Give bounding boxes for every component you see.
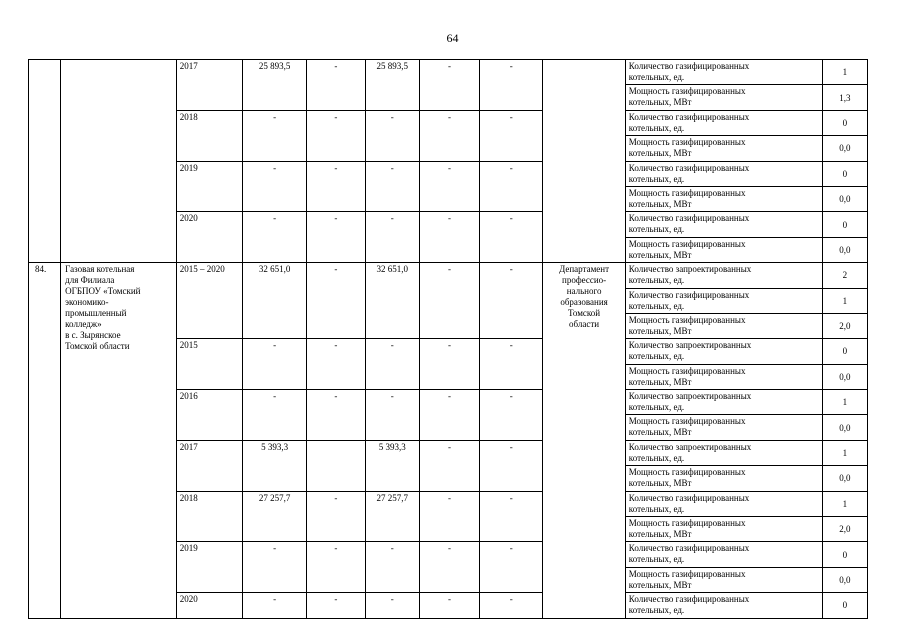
indicator-name	[625, 136, 822, 161]
funding-cell-v3: -	[365, 212, 419, 263]
indicator-line-2: котельных, МВт	[628, 376, 692, 387]
item-name-line: Газовая котельная	[65, 264, 135, 275]
department-line: области	[569, 319, 600, 330]
item-name-line: экономико-	[65, 297, 109, 308]
department-line: нального	[566, 286, 602, 297]
funding-cell-v3: 27 257,7	[365, 491, 419, 542]
funding-cell-v4: -	[419, 390, 479, 441]
indicator-line-1: Количество запроектированных	[628, 441, 752, 452]
funding-cell-v2	[307, 440, 365, 491]
indicator-value: 1,3	[822, 85, 867, 110]
indicator-value: 2,0	[822, 517, 867, 542]
funding-cell-v2: -	[307, 491, 365, 542]
department-line: Томской	[568, 308, 601, 319]
indicator-value: 0,0	[822, 466, 867, 491]
indicator-name	[625, 237, 822, 262]
funding-cell-v1: -	[243, 110, 307, 161]
indicator-value: 2,0	[822, 313, 867, 338]
funding-cell-v2: -	[307, 390, 365, 441]
indicator-line-1: Количество газифицированных	[628, 543, 750, 554]
funding-cell-v3: -	[365, 593, 419, 618]
indicator-name	[625, 212, 822, 237]
indicator-name	[625, 440, 822, 465]
funding-cell-v2: -	[307, 263, 365, 339]
item-name-line: промышленный	[65, 308, 127, 319]
indicator-line-2: котельных, ед.	[628, 503, 685, 514]
indicator-name	[625, 491, 822, 516]
indicator-value: 1	[822, 288, 867, 313]
indicator-value: 2	[822, 263, 867, 288]
funding-cell-v4: -	[419, 542, 479, 593]
funding-cell-v5: -	[480, 60, 543, 111]
page-number: 64	[446, 31, 459, 45]
indicator-name	[625, 542, 822, 567]
indicator-line-1: Количество запроектированных	[628, 264, 752, 275]
item-name-line: ОГБПОУ «Томский	[65, 286, 141, 297]
period-cell: 2018	[176, 491, 242, 542]
funding-cell-v5: -	[480, 339, 543, 390]
funding-cell-v4: -	[419, 110, 479, 161]
item-number	[29, 60, 61, 263]
indicator-line-1: Количество газифицированных	[628, 213, 750, 224]
period-cell: 2019	[176, 542, 242, 593]
funding-cell-v2: -	[307, 161, 365, 212]
funding-cell-v3: -	[365, 161, 419, 212]
indicator-line-1: Мощность газифицированных	[628, 187, 746, 198]
indicator-value: 0	[822, 212, 867, 237]
indicator-line-1: Количество газифицированных	[628, 111, 750, 122]
funding-cell-v4: -	[419, 263, 479, 339]
funding-cell-v1: -	[243, 542, 307, 593]
indicator-line-1: Мощность газифицированных	[628, 568, 746, 579]
funding-cell-v5: -	[480, 440, 543, 491]
indicator-line-1: Количество газифицированных	[628, 162, 750, 173]
indicator-line-1: Количество газифицированных	[628, 61, 750, 71]
indicator-line-2: котельных, МВт	[628, 529, 692, 540]
period-cell: 2020	[176, 212, 242, 263]
funding-cell-v2: -	[307, 542, 365, 593]
funding-cell-v3: -	[365, 339, 419, 390]
indicator-line-1: Количество газифицированных	[628, 289, 750, 300]
indicator-name	[625, 364, 822, 389]
funding-cell-v5: -	[480, 491, 543, 542]
indicator-line-2: котельных, МВт	[628, 198, 692, 209]
indicator-line-2: котельных, ед.	[628, 605, 685, 616]
indicator-line-1: Количество запроектированных	[628, 340, 752, 351]
indicator-line-2: котельных, ед.	[628, 300, 685, 311]
funding-cell-v1: -	[243, 339, 307, 390]
indicator-name	[625, 390, 822, 415]
indicator-name	[625, 85, 822, 110]
indicator-value: 0,0	[822, 136, 867, 161]
indicator-line-1: Количество запроектированных	[628, 391, 752, 402]
funding-cell-v1: -	[243, 212, 307, 263]
indicator-name	[625, 339, 822, 364]
indicator-line-2: котельных, ед.	[628, 402, 685, 413]
indicator-value: 0,0	[822, 186, 867, 211]
indicator-line-2: котельных, ед.	[628, 224, 685, 235]
indicator-value: 0,0	[822, 415, 867, 440]
item-number: 84.	[29, 263, 61, 618]
indicator-line-2: котельных, МВт	[628, 97, 692, 108]
indicator-name	[625, 415, 822, 440]
funding-cell-v1: 25 893,5	[243, 60, 307, 111]
indicator-name	[625, 186, 822, 211]
indicator-value: 0,0	[822, 567, 867, 592]
indicator-value: 0	[822, 593, 867, 618]
program-table	[28, 59, 868, 619]
item-name-line: для Филиала	[65, 275, 115, 286]
funding-cell-v3: 25 893,5	[365, 60, 419, 111]
funding-cell-v4: -	[419, 212, 479, 263]
funding-cell-v4: -	[419, 161, 479, 212]
indicator-value: 0	[822, 542, 867, 567]
department-line: образования	[560, 297, 608, 308]
period-cell: 2020	[176, 593, 242, 618]
funding-cell-v1: 32 651,0	[243, 263, 307, 339]
indicator-value: 0,0	[822, 364, 867, 389]
indicator-name	[625, 593, 822, 618]
indicator-value: 0,0	[822, 237, 867, 262]
item-name-line: колледж»	[65, 319, 102, 330]
funding-cell-v5: -	[480, 542, 543, 593]
indicator-name	[625, 110, 822, 135]
indicator-line-1: Количество газифицированных	[628, 594, 750, 605]
period-cell: 2018	[176, 110, 242, 161]
funding-cell-v4: -	[419, 60, 479, 111]
indicator-line-1: Мощность газифицированных	[628, 314, 746, 325]
indicator-line-1: Мощность газифицированных	[628, 365, 746, 376]
funding-cell-v3: -	[365, 110, 419, 161]
funding-cell-v5: -	[480, 390, 543, 441]
funding-cell-v5: -	[480, 593, 543, 618]
indicator-line-2: котельных, МВт	[628, 249, 692, 260]
indicator-value: 0	[822, 110, 867, 135]
indicator-line-2: котельных, ед.	[628, 554, 685, 565]
funding-cell-v5: -	[480, 212, 543, 263]
indicator-name	[625, 288, 822, 313]
responsible-department	[543, 60, 625, 263]
funding-cell-v5: -	[480, 110, 543, 161]
indicator-line-2: котельных, ед.	[628, 452, 685, 463]
period-cell: 2016	[176, 390, 242, 441]
indicator-line-1: Мощность газифицированных	[628, 518, 746, 529]
funding-cell-v1: -	[243, 161, 307, 212]
funding-cell-v4: -	[419, 440, 479, 491]
funding-cell-v1: -	[243, 390, 307, 441]
indicator-name	[625, 466, 822, 491]
indicator-line-2: котельных, МВт	[628, 325, 692, 336]
responsible-department	[543, 263, 625, 618]
indicator-name	[625, 567, 822, 592]
funding-cell-v3: -	[365, 390, 419, 441]
indicator-name	[625, 517, 822, 542]
funding-cell-v3: 32 651,0	[365, 263, 419, 339]
period-cell: 2015 – 2020	[176, 263, 242, 339]
item-name-line: Томской области	[65, 341, 130, 352]
indicator-value: 0	[822, 161, 867, 186]
funding-cell-v5: -	[480, 263, 543, 339]
period-cell: 2017	[176, 60, 242, 111]
indicator-name	[625, 313, 822, 338]
funding-cell-v1: -	[243, 593, 307, 618]
indicator-line-1: Мощность газифицированных	[628, 86, 746, 97]
indicator-line-2: котельных, ед.	[628, 173, 685, 184]
funding-cell-v4: -	[419, 339, 479, 390]
period-cell: 2015	[176, 339, 242, 390]
indicator-line-2: котельных, ед.	[628, 275, 685, 286]
funding-cell-v5: -	[480, 161, 543, 212]
indicator-line-2: котельных, МВт	[628, 478, 692, 489]
funding-cell-v4: -	[419, 491, 479, 542]
item-name	[61, 263, 177, 618]
department-line: профессио-	[562, 275, 607, 286]
funding-cell-v3: -	[365, 542, 419, 593]
indicator-line-1: Мощность газифицированных	[628, 467, 746, 478]
period-cell: 2017	[176, 440, 242, 491]
table-row	[29, 263, 868, 288]
item-name-line: в с. Зырянское	[65, 330, 121, 341]
funding-cell-v1: 5 393,3	[243, 440, 307, 491]
indicator-line-2: котельных, ед.	[628, 72, 685, 82]
funding-cell-v4: -	[419, 593, 479, 618]
indicator-value: 1	[822, 440, 867, 465]
indicator-line-1: Количество газифицированных	[628, 492, 750, 503]
indicator-line-2: котельных, МВт	[628, 427, 692, 438]
indicator-value: 1	[822, 491, 867, 516]
indicator-name	[625, 263, 822, 288]
indicator-name	[625, 60, 822, 85]
funding-cell-v2: -	[307, 212, 365, 263]
indicator-line-1: Мощность газифицированных	[628, 137, 746, 148]
item-name	[61, 60, 177, 263]
indicator-line-1: Мощность газифицированных	[628, 238, 746, 249]
period-cell: 2019	[176, 161, 242, 212]
funding-cell-v2: -	[307, 339, 365, 390]
indicator-line-2: котельных, МВт	[628, 148, 692, 159]
funding-cell-v2: -	[307, 110, 365, 161]
indicator-line-2: котельных, МВт	[628, 579, 692, 590]
indicator-name	[625, 161, 822, 186]
funding-cell-v3: 5 393,3	[365, 440, 419, 491]
indicator-value: 1	[822, 60, 867, 85]
funding-cell-v2: -	[307, 593, 365, 618]
department-line: Департамент	[559, 264, 610, 275]
funding-cell-v1: 27 257,7	[243, 491, 307, 542]
indicator-line-2: котельных, ед.	[628, 351, 685, 362]
indicator-value: 0	[822, 339, 867, 364]
indicator-value: 1	[822, 390, 867, 415]
indicator-line-2: котельных, ед.	[628, 122, 685, 133]
indicator-line-1: Мощность газифицированных	[628, 416, 746, 427]
table-row	[29, 60, 868, 85]
funding-cell-v2: -	[307, 60, 365, 111]
